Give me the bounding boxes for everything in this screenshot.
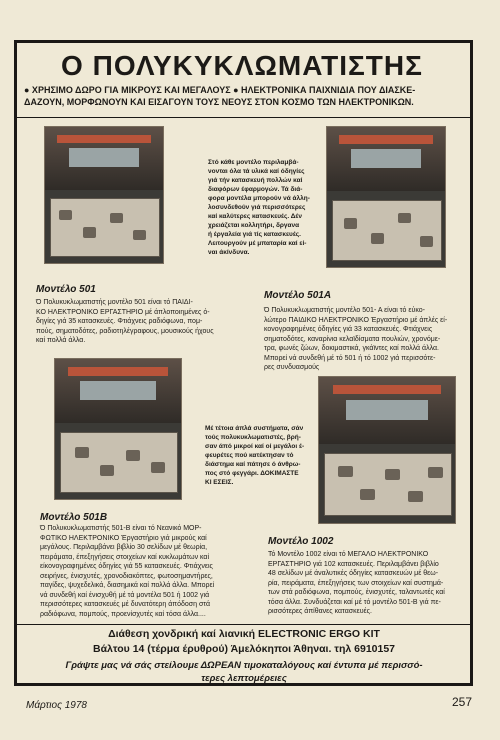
text-line: ρισσότερες άπίθανες κατασκευές.: [268, 608, 372, 615]
text-line: ΦΩΤΙΚΟ ΗΛΕΚΤΡΟΝΙΚΟ Έργαστήριο γιά μικρούς καί: [40, 534, 207, 542]
text-line: 48 σελίδων μέ άναλυτικές όδηγίες κατασκευών μέ θεω-: [268, 570, 439, 577]
intro-text: [208, 158, 318, 257]
text-line: λώτερο ΠΑΙΔΙΚΟ ΗΛΕΚΤΡΟΝΙΚΟ Έργαστήριο μέ άπλές εί-: [264, 316, 448, 324]
text-line: είκονογραφημένες όδηγίες γιά 55 κατασκευές. Φτιάχνεις: [40, 563, 213, 570]
text-line: πος στό φεγγάρι. ΔΟΚΙΜΑΣΤΕ: [205, 470, 299, 477]
issue-date: Μάρτιος 1978: [26, 700, 87, 711]
text-line: νά συνδεθή καί ένισχυθή μέ τά μοντέλα 501 ή 1002 γιά: [40, 591, 210, 599]
model-501a-description: [264, 306, 470, 373]
text-line: φευρέτες πού κατέκτησαν τό: [205, 452, 294, 459]
text-line: ρία, πειράματα, έπεξηγήσεις των στοιχείων καί συστημά-: [268, 579, 444, 587]
text-line: τρα, φωνές ζώων, δοκιμαστικά, γκάϊντες καί πολλά άλλα.: [264, 345, 439, 352]
text-line: ΚΙ ΕΣΕΙΣ.: [205, 479, 234, 486]
text-line: σειρήνες, ένισχυτές, χρονοδιακόπτες, φωτοσημαντήρες,: [40, 572, 213, 580]
text-line: Στό κάθε μοντέλο περιλαμβά-: [208, 159, 299, 166]
text-line: Μπορεί νά συνδεθή μέ τό 501 ή τό 1002 γιά περισσότε-: [264, 354, 436, 362]
subtitle-line: ● ΧΡΗΣΙΜΟ ΔΩΡΟ ΓΙΑ ΜΙΚΡΟΥΣ ΚΑΙ ΜΕΓΑΛΟΥΣ ● ΗΛΕΚΤΡΟΝΙΚΑ ΠΑΙΧΝΙΔΙΑ ΠΟΥ ΔΙΑΣΚΕ-: [24, 85, 416, 95]
text-line: ΕΡΓΑΣΤΗΡΙΟ γιά 102 κατασκευές. Περιλαμβάνει βιβλίο: [268, 560, 439, 568]
page-number: 257: [452, 695, 473, 709]
model-1002-heading: Μοντέλο 1002: [268, 536, 334, 547]
text-line: πούς, σηματοδότες, ραδιοτηλέγραφους, μουσικούς ήχους: [36, 327, 214, 335]
text-line: παγίδες, ψυχεδελικά, διασημικά καί πολλά άλλα. Μπορεί: [40, 582, 215, 589]
text-line: διαφόρων έφαρμογών. Τά διά-: [208, 186, 303, 193]
text-line: Λειτουργούν μέ μπαταρία καί εί-: [208, 240, 307, 247]
text-line: δηγίες γιά 35 κατασκευές. Φτιάχνεις ραδιόφωνα, πομ-: [36, 318, 203, 325]
kit-1002-photo: [318, 376, 456, 524]
model-501b-heading: Μοντέλο 501Β: [40, 512, 108, 523]
text-line: Ό Πολυκυκλωματιστής μοντέλο 501- Α είναι τό εύκο-: [264, 307, 425, 314]
text-line: τόσα άλλα. Συνδυάζεται καί μέ τό μοντέλο 501-Β γιά πε-: [268, 598, 441, 606]
text-line: καί καλύτερες κατασκευές. Δέν: [208, 213, 302, 220]
closing-text: [205, 424, 317, 487]
text-line: διάστημα καί πάτησε ό άνθρω-: [205, 461, 301, 468]
kit-501a-photo: [326, 126, 446, 268]
model-1002-description: [268, 550, 470, 617]
ad-subtitle: [24, 84, 464, 108]
text-line: περισσότερες κατασκευές μέ δυνατότερη άπόδοση στά: [40, 601, 210, 608]
text-line: κονογραφημένες όδηγίες γιά 33 κατασκευές. Φτιάχνεις: [264, 326, 433, 333]
text-line: ναι άκίνδυνα.: [208, 249, 250, 256]
address-line: Βάλτου 14 (τέρμα έρυθρού) Άμελόκηποι Άθηναι. τηλ 6910157: [92, 643, 396, 655]
text-line: νονται όλα τά υλικά καί όδηγίες: [208, 168, 305, 175]
subtitle-line: ΔΑΖΟΥΝ, ΜΟΡΦΩΝΟΥΝ ΚΑΙ ΕΙΣΑΓΟΥΝ ΤΟΥΣ ΝΕΟΥΣ ΣΤΟΝ ΚΟΣΜΟ ΤΩΝ ΗΛΕΚΤΡΟΝΙΚΩΝ.: [24, 97, 414, 107]
text-line: χρειάζεται κολλητήρι, δργανα: [208, 222, 300, 229]
text-line: ρες συνδυασμούς: [264, 364, 320, 371]
text-line: Τό Μοντέλο 1002 είναι τό ΜΕΓΑΛΟ ΗΛΕΚΤΡΟΝΙΚΟ: [268, 551, 429, 558]
text-line: γιά τήν κατασκευή πολλών καί: [208, 177, 303, 184]
divider: [16, 117, 471, 118]
model-501-description: [36, 298, 246, 346]
text-line: λοσυνδεθούν γιά περισσότερες: [208, 204, 306, 211]
text-line: ή έργαλεία γιά τίς κατασκευές.: [208, 231, 301, 238]
text-line: Μέ τέτοια άπλά συστήματα, σάν: [205, 425, 304, 432]
text-line: Ό Πολυκυκλωματιστής μοντέλο 501 είναι τό ΠΑΙΔΙ-: [36, 299, 193, 306]
text-line: σηματοδότες, καναρίνια κελαϊδίσματα πουλιών, χρονόμε-: [264, 335, 441, 343]
distributor-line: Διάθεση χονδρική καί λιανική ELECTRONIC ERGO KIT: [108, 628, 380, 640]
model-501-heading: Μοντέλο 501: [36, 284, 96, 295]
model-501b-description: [40, 524, 266, 619]
text-line: τούς πολυκυκλωματιστές, βρή-: [205, 434, 301, 441]
model-501a-heading: Μοντέλο 501Α: [264, 290, 332, 301]
text-line: των στά ραδιόφωνα, πομπούς, ένισχυτές, ταλαντωτές καί: [268, 589, 445, 596]
text-line: μεγάλους. Περιλαμβάνει βιβλίο 30 σελίδων μέ θεωρία,: [40, 544, 208, 551]
text-line: ΚΟ ΗΛΕΚΤΡΟΝΙΚΟ ΕΡΓΑΣΤΗΡΙΟ μέ άπλοποιημένες ό-: [36, 308, 210, 316]
text-line: Ό Πολυκυκλωματιστής 501-Β είναι τό Νεανικό ΜΟΡ-: [40, 525, 202, 532]
kit-501b-photo: [54, 358, 182, 500]
ad-title: Ο ΠΟΛΥΚΥΚΛΩΜΑΤΙΣΤΗΣ: [61, 50, 423, 81]
catalog-offer-line-2: τερες λεπτομέρειες: [201, 673, 287, 684]
kit-501-photo: [44, 126, 164, 264]
text-line: σαν άπό μικροί καί οί μεγάλοι έ-: [205, 443, 305, 450]
text-line: καί πολλά άλλα.: [36, 337, 86, 344]
text-line: φορα μοντέλα μπορούν νά άλλη-: [208, 195, 310, 202]
divider: [16, 624, 471, 625]
catalog-offer-line: Γράψτε μας νά σάς στείλουμε ΔΩΡΕΑΝ τιμοκαταλόγους καί έντυπα μέ περισσό-: [65, 660, 423, 671]
text-line: πειράματα, έπεξηγήσεις στοιχείων καί κυκλωμάτων καί: [40, 553, 210, 561]
text-line: ραδιόφωνα, πομπούς, προενίσχυτές καί τόσα άλλα....: [40, 610, 206, 618]
